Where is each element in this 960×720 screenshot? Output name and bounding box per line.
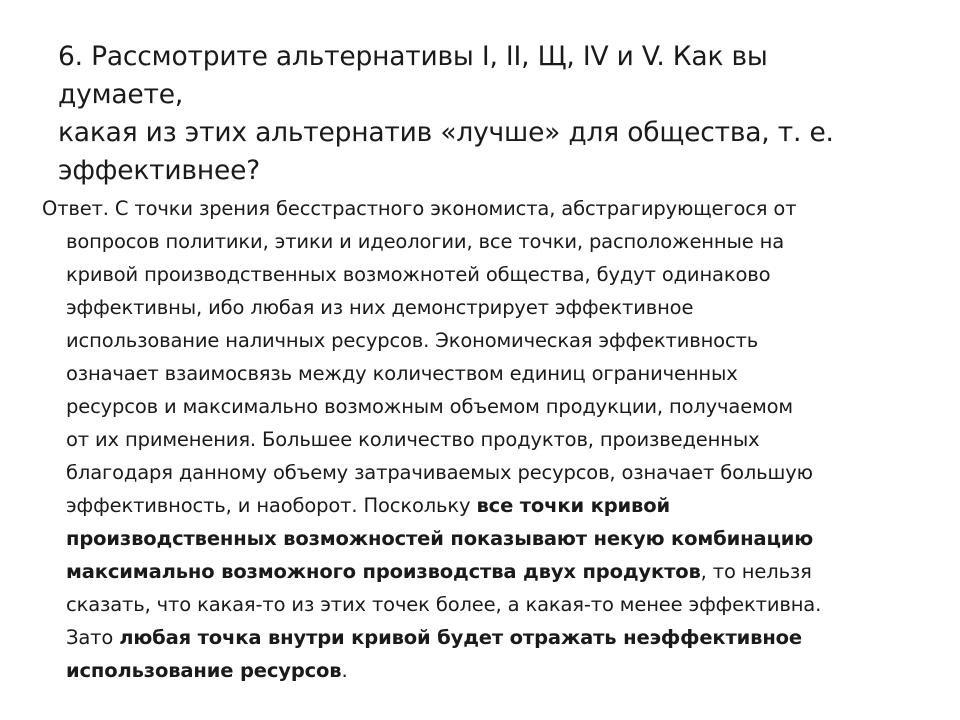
answer-paragraph bbox=[42, 192, 922, 687]
answer-line-15-text: . bbox=[341, 659, 348, 682]
answer-line-7: ресурсов и максимально возможным объемом продукции, получаемом bbox=[66, 395, 793, 418]
question-line-2: какая из этих альтернатив «лучше» для общества, т. е. bbox=[58, 117, 834, 148]
answer-line-12 bbox=[42, 555, 922, 588]
answer-line-15-emphasis: использование ресурсов bbox=[66, 659, 342, 682]
answer-line-3: кривой производственных возможнотей общества, будут одинаково bbox=[66, 263, 771, 286]
answer-line-5: использование наличных ресурсов. Экономическая эффективность bbox=[66, 329, 759, 352]
answer-line-15 bbox=[42, 654, 922, 687]
answer-line-13: сказать, что какая-то из этих точек более, а какая-то менее эффективна. bbox=[66, 593, 822, 616]
answer-line-10-emphasis: все точки кривой bbox=[476, 494, 671, 517]
answer-line-14-text: Зато bbox=[66, 626, 120, 649]
answer-line-1: Ответ. С точки зрения бесстрастного экономиста, абстрагирующегося от bbox=[42, 197, 797, 220]
answer-line-4: эффективны, ибо любая из них демонстрирует эффективное bbox=[66, 296, 694, 319]
answer-line-12-emphasis: максимально возможного производства двух продуктов bbox=[66, 560, 701, 583]
question-line-3: эффективнее? bbox=[58, 155, 261, 186]
answer-line-14-emphasis: любая точка внутри кривой будет отражать неэффективное bbox=[119, 626, 802, 649]
answer-line-11-emphasis: производственных возможностей показывают некую комбинацию bbox=[66, 527, 814, 550]
question-line-1: 6. Рассмотрите альтернативы I, II, Щ, IV и V. Как вы думаете, bbox=[58, 41, 768, 110]
answer-line-6: означает взаимосвязь между количеством единиц ограниченных bbox=[66, 362, 738, 385]
answer-line-10-text: эффективность, и наоборот. Поскольку bbox=[66, 494, 477, 517]
answer-line-10 bbox=[42, 489, 922, 522]
answer-line-14 bbox=[42, 621, 922, 654]
answer-line-2: вопросов политики, этики и идеологии, все точки, расположенные на bbox=[66, 230, 785, 253]
answer-line-8: от их применения. Большее количество продуктов, произведенных bbox=[66, 428, 760, 451]
question-title bbox=[58, 38, 898, 190]
answer-line-12-text: , то нельзя bbox=[700, 560, 812, 583]
answer-line-9: благодаря данному объему затрачиваемых ресурсов, означает большую bbox=[66, 461, 813, 484]
answer-line-11 bbox=[42, 522, 922, 555]
